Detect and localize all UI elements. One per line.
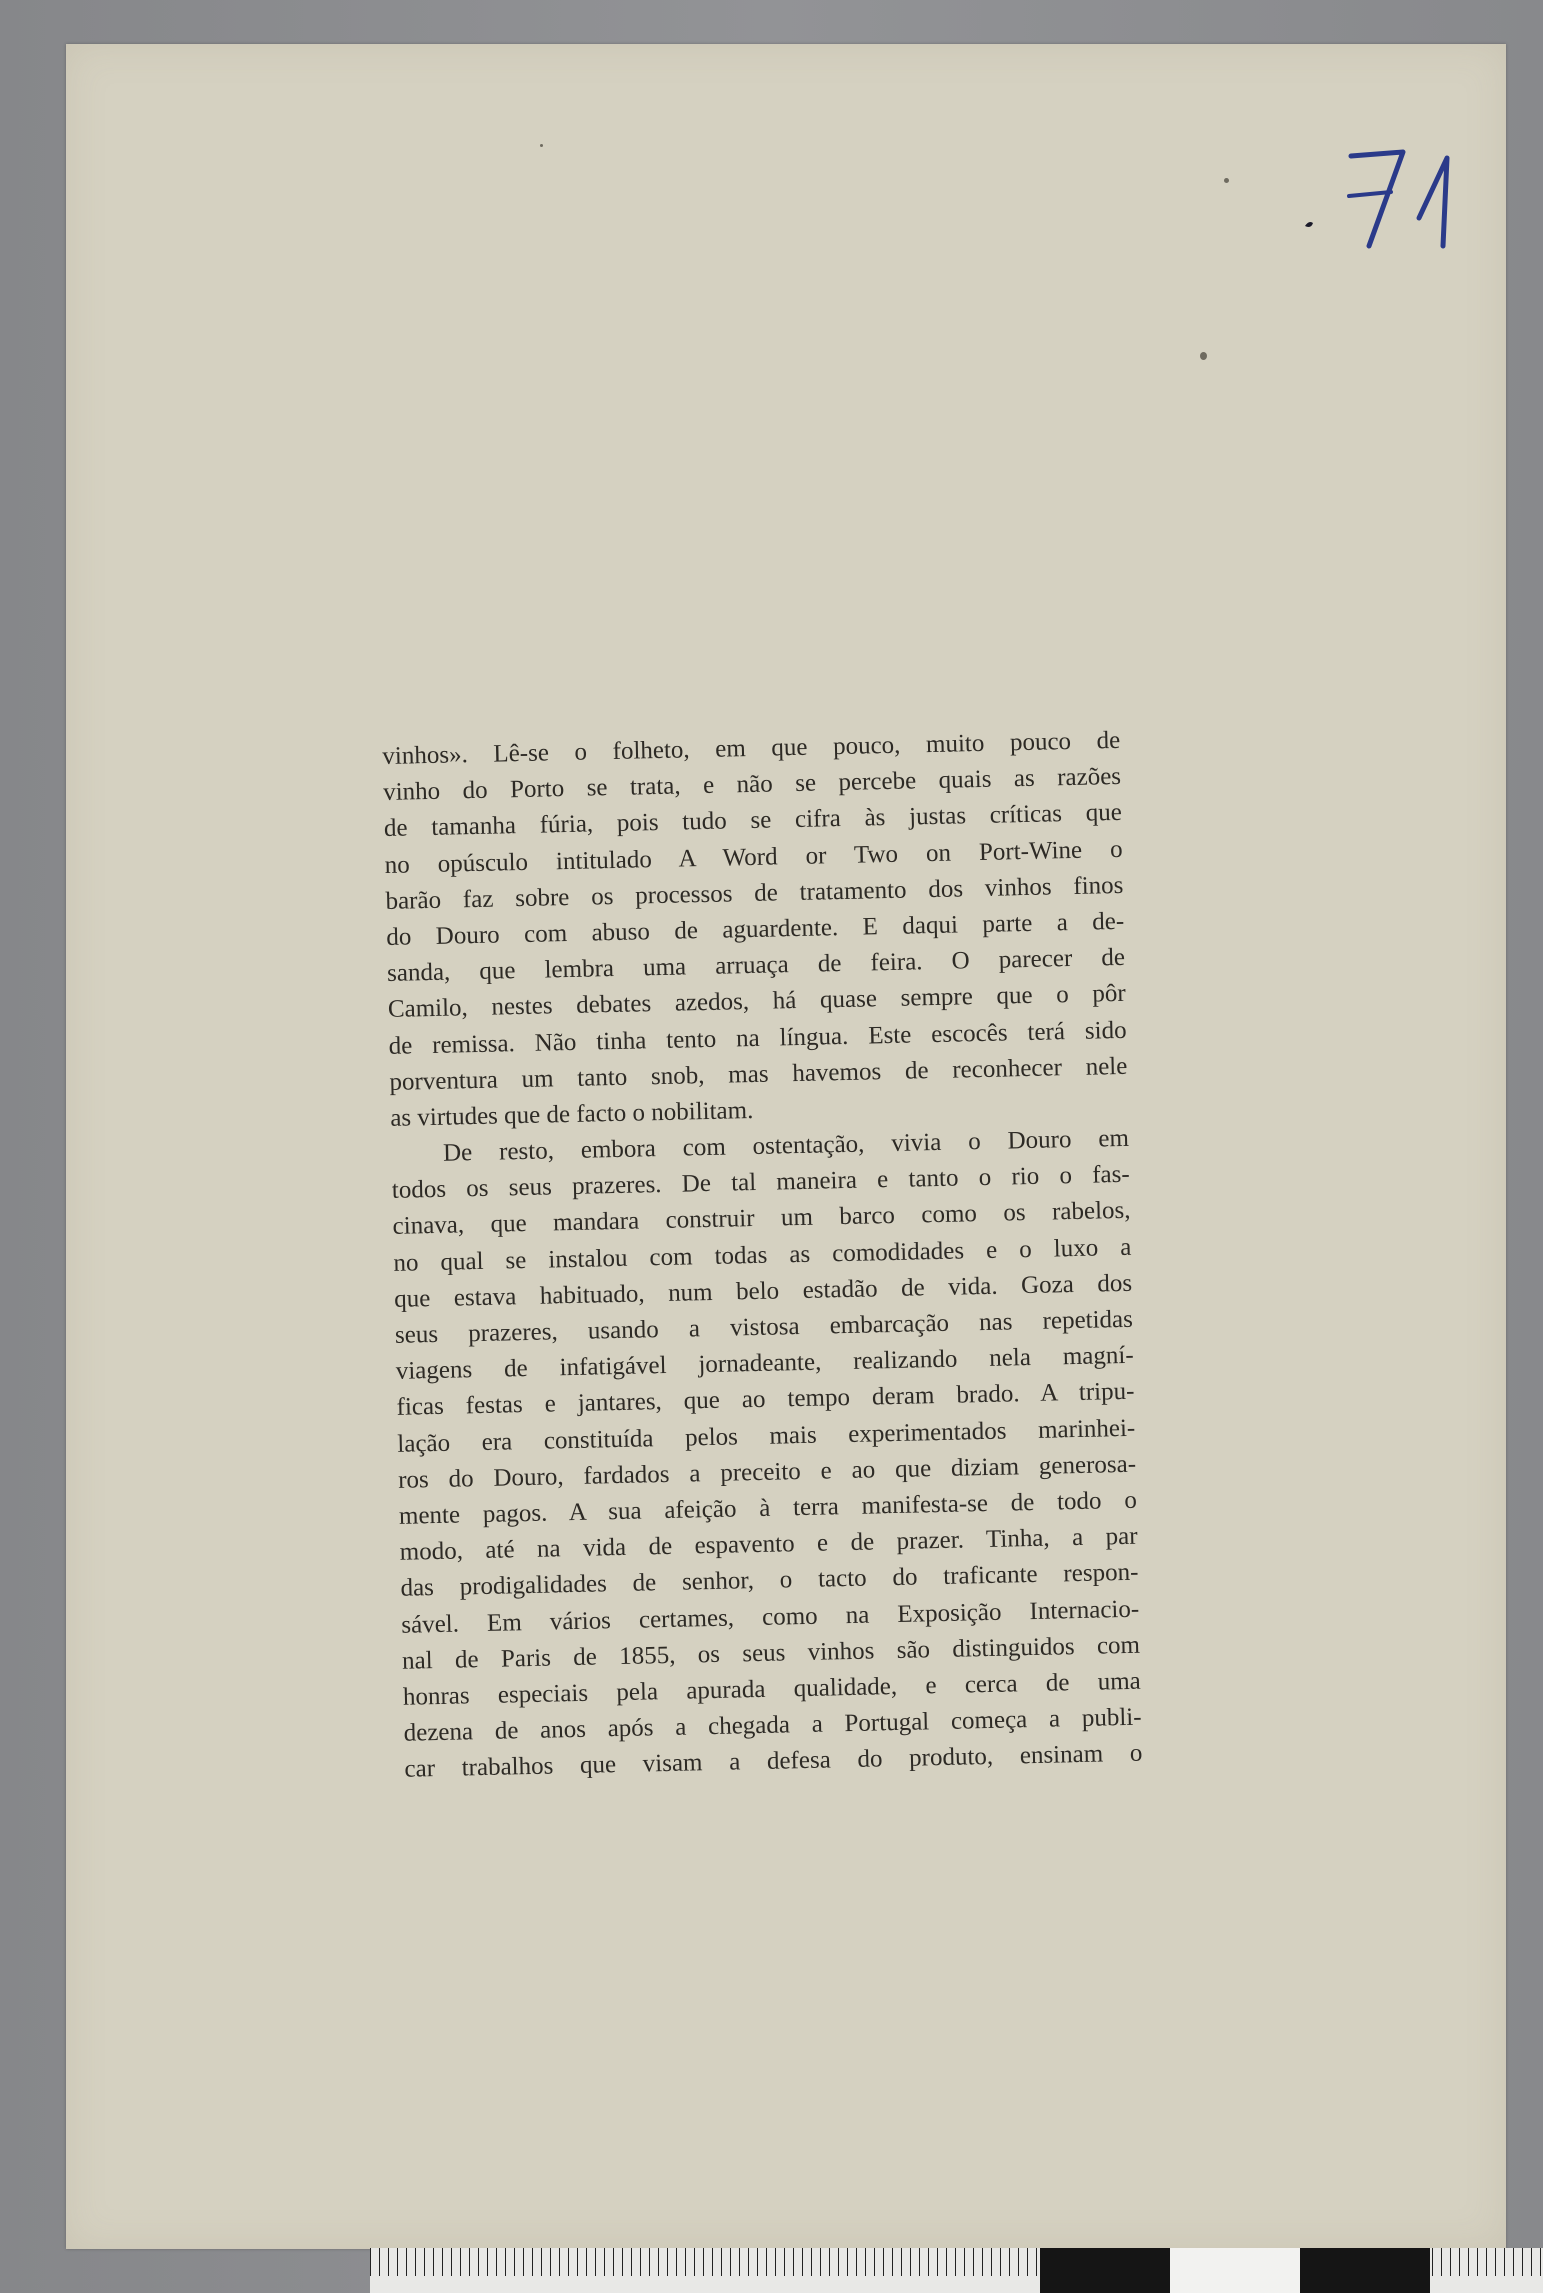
text-line: mente pagos. A sua afeição à terra manifesta-se de todo o bbox=[398, 1486, 1138, 1530]
ruler-black-segment bbox=[1040, 2248, 1170, 2293]
text-line: seus prazeres, usando a vistosa embarcação nas repetidas bbox=[394, 1305, 1134, 1349]
text-line: as virtudes que de facto o nobilitam. bbox=[389, 1096, 754, 1132]
text-line: ficas festas e jantares, que ao tempo deram brado. A tripu- bbox=[396, 1378, 1135, 1422]
text-line: sanda, que lembra uma arruaça de feira. O parecer de bbox=[386, 943, 1126, 988]
text-line: porventura um tanto snob, mas havemos de reconhecer nele bbox=[389, 1052, 1128, 1096]
text-line: do Douro com abuso de aguardente. E daqui parte a de- bbox=[386, 907, 1125, 951]
text-line: dezena de anos após a chegada a Portugal começa a publi- bbox=[403, 1703, 1142, 1747]
text-line: vinho do Porto se trata, e não se percebe quais as razões bbox=[382, 763, 1122, 807]
handwritten-folio-number bbox=[1291, 96, 1531, 256]
text-line: nal de Paris de 1855, os seus vinhos são distinguidos com bbox=[401, 1631, 1141, 1675]
text-line: sável. Em vários certames, como na Exposição Internacio- bbox=[401, 1595, 1140, 1639]
text-line: honras especiais pela apurada qualidade, e cerca de uma bbox=[402, 1667, 1142, 1711]
text-line: de remissa. Não tinha tento na língua. Este escocês terá sido bbox=[388, 1016, 1127, 1060]
text-line: cinava, que mandara construir um barco como os rabelos, bbox=[392, 1197, 1131, 1241]
text-line: viagens de infatigável jornadeante, realizando nela magní- bbox=[395, 1341, 1134, 1386]
text-line: que estava habituado, num belo estadão de vida. Goza dos bbox=[393, 1269, 1133, 1313]
text-line: no qual se instalou com todas as comodidades e o luxo a bbox=[393, 1233, 1132, 1277]
paper-speck bbox=[1200, 352, 1207, 360]
paper-speck bbox=[1224, 178, 1229, 183]
body-text-block bbox=[382, 723, 1144, 1859]
document-page bbox=[66, 44, 1506, 2249]
paper-speck bbox=[540, 144, 543, 147]
text-line: De resto, embora com ostentação, vivia o Douro em bbox=[442, 1124, 1130, 1167]
text-line: barão faz sobre os processos de tratamento dos vinhos finos bbox=[385, 871, 1124, 915]
folio-digit-seven bbox=[1351, 152, 1403, 246]
text-line: no opúsculo intitulado A Word or Two on Port-Wine o bbox=[384, 835, 1123, 879]
text-line: de tamanha fúria, pois tudo se cifra às justas críticas que bbox=[383, 799, 1123, 843]
text-line: das prodigalidades de senhor, o tacto do traficante respon- bbox=[400, 1559, 1139, 1603]
text-line: ros do Douro, fardados a preceito e ao que diziam generosa- bbox=[397, 1450, 1137, 1494]
scan-ruler bbox=[370, 2248, 1543, 2293]
text-line: modo, até na vida de espavento e de prazer. Tinha, a par bbox=[399, 1522, 1138, 1566]
folio-digit-one bbox=[1419, 158, 1447, 246]
text-line: todos os seus prazeres. De tal maneira e tanto o rio o fas- bbox=[391, 1161, 1130, 1205]
text-line: Camilo, nestes debates azedos, há quase sempre que o pôr bbox=[387, 980, 1127, 1024]
folio-dot bbox=[1305, 222, 1313, 227]
folio-handwriting-drawing bbox=[1291, 96, 1531, 256]
ruler-black-segment bbox=[1300, 2248, 1430, 2293]
text-line: car trabalhos que visam a defesa do produto, ensinam o bbox=[404, 1739, 1143, 1784]
ruler-white-segment bbox=[1170, 2248, 1300, 2293]
text-line: lação era constituída pelos mais experimentados marinhei- bbox=[397, 1414, 1136, 1458]
text-line: vinhos». Lê-se o folheto, em que pouco, muito pouco de bbox=[382, 726, 1121, 770]
